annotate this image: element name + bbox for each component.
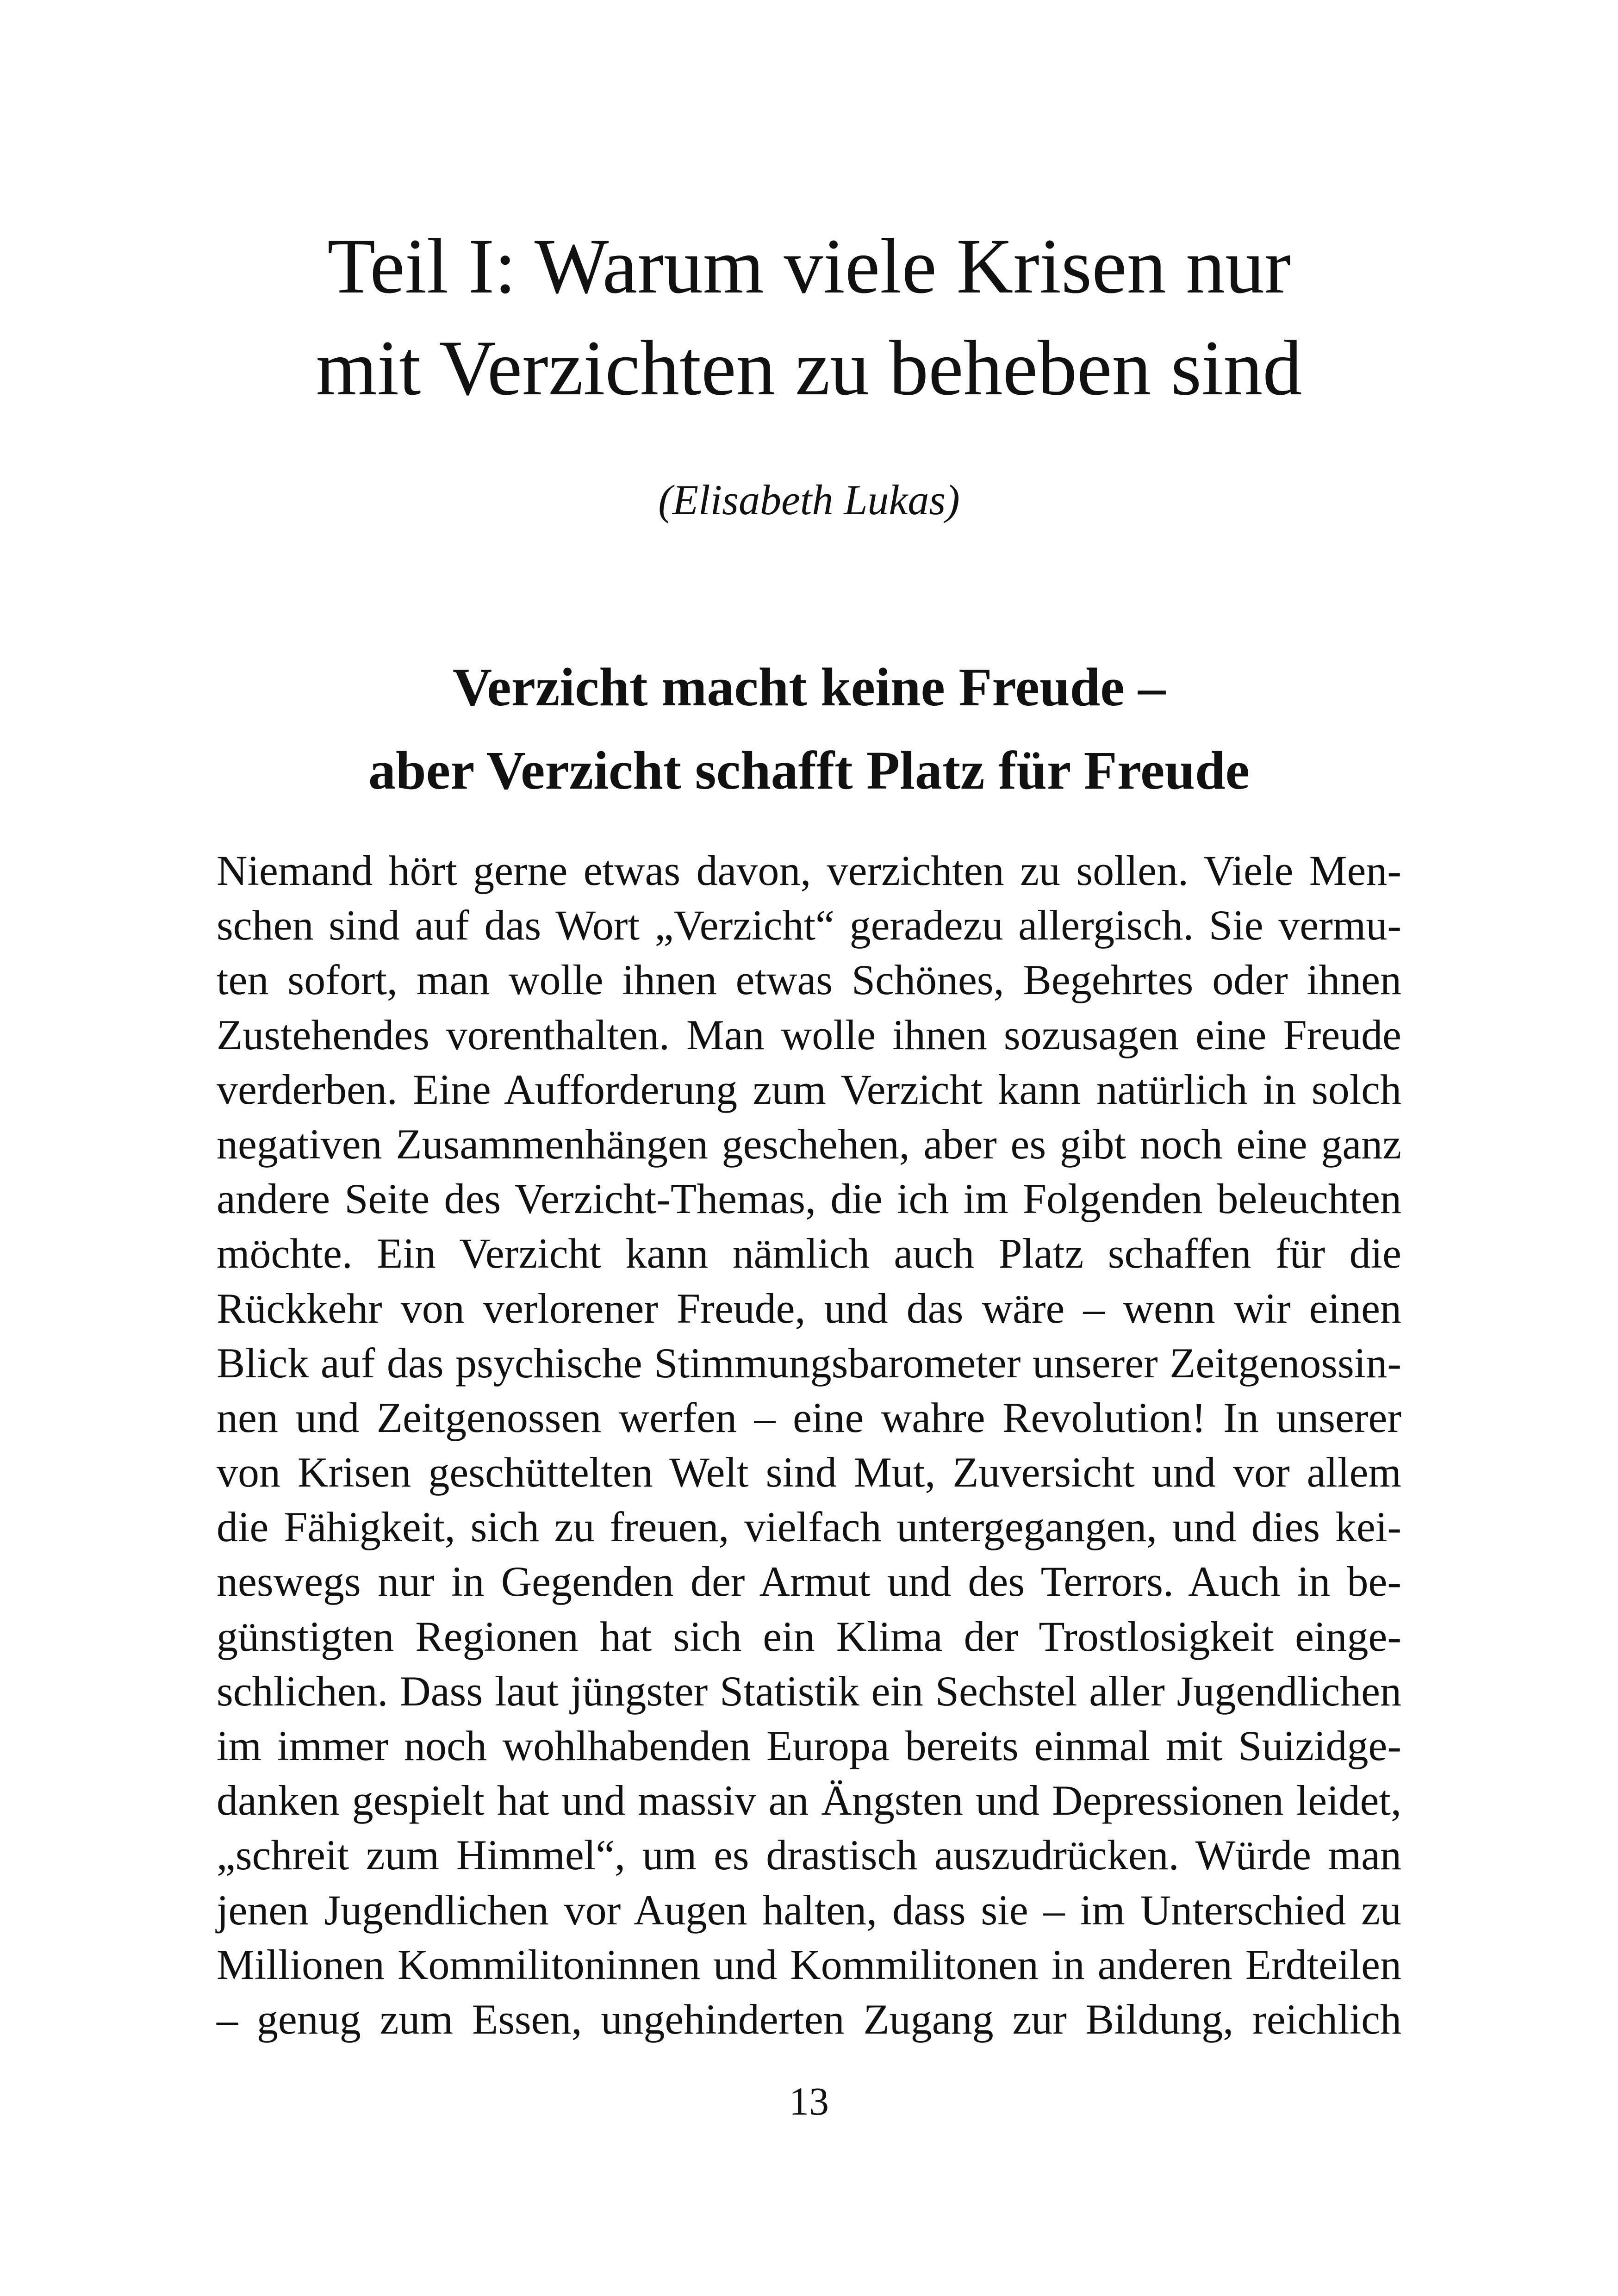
text-line: nen und Zeitgenossen werfen – eine wahre Revolution! In unserer [217, 1394, 1401, 1441]
text-line: im immer noch wohlhabenden Europa bereits einmal mit Suizidge- [217, 1722, 1401, 1769]
text-line: danken gespielt hat und massiv an Ängsten und Depressionen leidet, [217, 1777, 1401, 1824]
text-line: – genug zum Essen, ungehinderten Zugang zur Bildung, reichlich [217, 1995, 1401, 2043]
text-line: Niemand hört gerne etwas davon, verzichten zu sollen. Viele Men- [217, 847, 1401, 894]
author-credit: (Elisabeth Lukas) [658, 476, 960, 523]
text-line: jenen Jugendlichen vor Augen halten, dass sie – im Unterschied zu [217, 1886, 1401, 1934]
section-title [185, 646, 1433, 812]
text-line: günstigten Regionen hat sich ein Klima der Trostlosigkeit einge- [217, 1612, 1401, 1660]
section-title-line: Verzicht macht keine Freude – [452, 657, 1166, 717]
text-line: Millionen Kommilitoninnen und Kommilitonen in anderen Erdteilen [217, 1941, 1401, 1988]
page-number: 13 [789, 2079, 829, 2123]
part-title-line: Teil I: Warum viele Krisen nur [327, 223, 1291, 310]
text-line: Blick auf das psychische Stimmungsbarometer unserer Zeitgenossin- [217, 1339, 1401, 1387]
text-line: schlichen. Dass laut jüngster Statistik ein Sechstel aller Jugendlichen [217, 1667, 1401, 1715]
section-title-line: aber Verzicht schafft Platz für Freude [368, 740, 1250, 801]
text-line: von Krisen geschüttelten Welt sind Mut, Zuversicht und vor allem [217, 1449, 1401, 1496]
text-line: andere Seite des Verzicht-Themas, die ich im Folgenden beleuchten [217, 1175, 1401, 1223]
text-line: verderben. Eine Aufforderung zum Verzicht kann natürlich in solch [217, 1065, 1401, 1113]
text-line: ten sofort, man wolle ihnen etwas Schönes, Begehrtes oder ihnen [217, 956, 1401, 1004]
part-title-line: mit Verzichten zu beheben sind [316, 324, 1302, 411]
text-line: die Fähigkeit, sich zu freuen, vielfach untergegangen, und dies kei- [217, 1503, 1401, 1551]
text-line: Rückkehr von verlorener Freude, und das wäre – wenn wir einen [217, 1284, 1401, 1332]
text-line: möchte. Ein Verzicht kann nämlich auch Platz schaffen für die [217, 1230, 1401, 1277]
body-paragraph [217, 843, 1401, 2047]
text-line: neswegs nur in Gegenden der Armut und des Terrors. Auch in be- [217, 1558, 1401, 1605]
text-line: negativen Zusammenhängen geschehen, aber es gibt noch eine ganz [217, 1120, 1401, 1168]
text-line: „schreit zum Himmel“, um es drastisch auszudrücken. Würde man [217, 1831, 1401, 1879]
text-line: schen sind auf das Wort „Verzicht“ geradezu allergisch. Sie vermu- [217, 902, 1401, 949]
text-line: Zustehendes vorenthalten. Man wolle ihnen sozusagen eine Freude [217, 1011, 1401, 1058]
part-title [185, 215, 1433, 419]
